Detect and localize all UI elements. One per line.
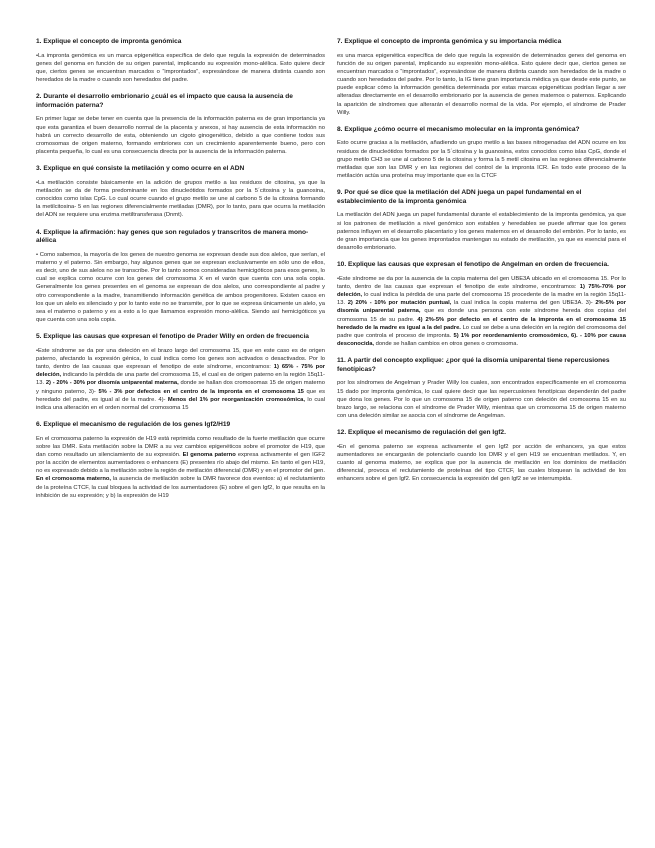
text-run: •La metilación consiste básicamente en la adición de grupos metilo a las residuos de citosina, ya que la metilación se da de forma predominante en los dinucleótidos formados por la 5´citosina y la guanosina, conocidos como islas CpG. Lo cual ocurre cuando el grupo metilo se une al carbono 5 de la citosina formando la metilcitosina- 5 en las regiones diferencialmente metiladas (DMR), por lo tanto, para que ocurra la metilación del ADN se requiere una enzima metiltransferasa (Dnmt). bbox=[36, 179, 325, 219]
question-section bbox=[337, 126, 626, 180]
question-heading: 2. Durante el desarrollo embrionario ¿cuál es el impacto que causa la ausencia de información paterna? bbox=[36, 93, 293, 109]
answer-paragraph bbox=[36, 179, 325, 220]
text-run: por los síndromes de Angelman y Prader Willy los cuales, son encontrados específicamente en el cromosoma 15 dado por impronta genómica, lo cual quiere decir que las repercusiones fenotípicas dependerán del padre que dona los genes. Por lo que un cromosoma 15 de origen paterno con deleción del cromosoma 15 en su brazo largo, se relaciona con el síndrome de Prader Willy, mientras que un cromosoma 15 de origen materno con una deleción similar se asocia con el síndrome de Angelman. bbox=[337, 380, 626, 419]
text-run: La metilación del ADN juega un papel fundamental durante el establecimiento de la impronta genómica, ya que si los patrones de metilación a nivel genómico son estables y heredables se puede afirmar que los genes paternos influyen en el desarrollo placentario y los genes maternos en el desarrollo del embrión. Por lo tanto, es de gran importancia que los genes improntados mantengan su estado de metilación, ya que es esencial para el desarrollo embrionario. bbox=[337, 212, 626, 252]
text-run: la ausencia de metilación sobre la DMR favorece dos eventos: a) el reclutamiento de la proteína CTCF, la cual bloquea la actividad de los aumentadores (E) sobre el gen Igf2, lo que resulta en la inhibición de su expresión; y b) la expresión de H19 bbox=[36, 476, 325, 499]
text-run: donde se hallan cambios en otros genes o cromosoma. bbox=[374, 341, 519, 348]
text-run: donde se hallan dos cromosomas 15 de origen materno y ninguno paterno, 3)- bbox=[36, 380, 325, 395]
question-heading: 1. Explique el concepto de impronta genómica bbox=[36, 38, 182, 45]
question-heading: 12. Explique el mecanismo de regulación del gen Igf2. bbox=[337, 429, 506, 437]
bold-run: 2) - 20% - 30% por disomía uniparental materna, bbox=[45, 380, 179, 387]
text-run: • Como sabemos, la mayoría de los genes de nuestro genoma se expresan desde sus dos alelos, que serían, el materno y el paterno. Sin embargo, hay algunos genes que se expresan exclusivamente en sólo uno de ellos, es decir, uno de sus alelos no se transcribe. Por lo tanto somos consideradas hemicigóticos para esos genes, lo cual se explica como ocurre con los genes del cromosoma X en el varón que cuenta con una sola copia. Generalmente los genes presentes en el genoma se expresan de dos alelos, uno correspondiente al padre y otro correspondiente a la madre, transmitiendo información genética de ambos progenitores. Existen casos en los que un alelo es silenciado y por lo tanto este no se transmite, por lo que se expresa únicamente un alelo, ya sea el materno o paterno y es a esto a lo que llamamos expresión mono-alélica. Siendo así hemicigóticos ya que cuenta con una sola copia. bbox=[36, 251, 325, 323]
text-run: Esto ocurre gracias a la metilación, añadiendo un grupo metilo a las bases nitrogenadas del ADN ocurre en los residuos de dinucleótidos formados por la 5´citosina y la guanosina, estos conocidos como islas CpG, donde el grupo metilo CH3 se une al carbono 5 de la citosina y forma la 5 metil citosina en las regiones diferencialmente metiladas que son las DMR y en las regiones del control de la impronta ICR. En todo este proceso de la metilación actúa una proteína muy importante que es la CTCF bbox=[337, 140, 626, 180]
question-heading: 3. Explique en qué consiste la metilación y como ocurre en el ADN bbox=[36, 165, 245, 173]
question-heading: 5. Explique las causas que expresan el fenotipo de Prader Willy en orden de frecuencia bbox=[36, 333, 309, 341]
right-column bbox=[337, 38, 626, 509]
bold-run: 1) 75%-70% por deleción, bbox=[337, 283, 626, 299]
answer-paragraph bbox=[337, 275, 626, 348]
text-run: que es donde una persona con este síndrome hereda dos copias del cromosoma 15 de su padre. bbox=[337, 308, 627, 323]
question-section bbox=[337, 189, 626, 252]
question-section bbox=[337, 261, 626, 348]
question-heading: 4. Explique la afirmación: hay genes que son regulados y transcritos de manera mono-alélica bbox=[36, 228, 309, 245]
answer-paragraph bbox=[36, 435, 325, 500]
question-heading: 8. Explique ¿cómo ocurre el mecanismo molecular en la impronta genómica? bbox=[337, 125, 580, 133]
question-section bbox=[36, 93, 325, 156]
bold-run: 2) 20% - 10% por mutación puntual, bbox=[347, 300, 452, 307]
bold-run: En el cromosoma materno, bbox=[36, 476, 112, 483]
answer-paragraph bbox=[36, 347, 325, 412]
text-run: lo cual indica una alteración en el orden normal del cromosoma 15 bbox=[36, 396, 325, 411]
question-section bbox=[36, 38, 325, 84]
text-run: •La impronta genómica es un marca epigenética específica de delo que regula la expresión de determinados genes del genoma en función de su origen parental, implicando su expresión mono-alélica. Esto quiere decir que, ciertos genes se encuentran marcados o “improntados”, expresándose de manera distinta cuando son heredados de la madre o cuando son heredados del padre. bbox=[36, 52, 325, 84]
text-run: es una marca epigenética específica de delo que regula la expresión de determinados genes del genoma en función de su origen parental, implicando su expresión mono-alélica. Esto quiere decir que, ciertos genes se encuentran marcados o “improntados”, expresándose de manera distinta cuando son heredados de la madre o cuando son heredados del padre. Por lo tanto, la IG tiene gran importancia médica ya que desde este punto, se puede explicar cómo la información genética determinada por estas marcas epigenéticas podrían llegar a ser alteradas directamente en el desarrollo embrionario por la ausencia de genes maternos o paternos. Explicando la aparición de síndromes que alterarán el desarrollo normal de la vida. Por ejemplo, el síndrome de Prader Willy. bbox=[337, 52, 626, 116]
question-heading: 6. Explique el mecanismo de regulación de los genes Igf2/H19 bbox=[36, 421, 231, 428]
text-run: •Este síndrome se da por la ausencia de la copia materna del gen UBE3A ubicado en el cromosoma 15. Por lo tanto, dentro de las causas que expresan el fenotipo de este síndrome, encontramos: bbox=[337, 275, 626, 290]
left-column bbox=[36, 38, 325, 509]
question-section bbox=[36, 421, 325, 500]
question-section bbox=[337, 357, 626, 420]
document-page bbox=[36, 38, 626, 509]
answer-paragraph bbox=[337, 443, 626, 484]
bold-run: Menos del 1% por reorganización cromosómica, bbox=[167, 396, 305, 403]
bold-run: 1) 65% - 75% por deleción, bbox=[36, 364, 325, 379]
bold-run: 5% - 3% por defectos en el centro de la impronta en el cromosoma 15 bbox=[98, 388, 304, 395]
bold-run: 5) 1% por reordenamiento cromosómico, 6). - 10% por causa desconocida, bbox=[337, 332, 626, 348]
answer-paragraph bbox=[337, 379, 626, 420]
question-heading: 10. Explique las causas que expresan el fenotipo de Angelman en orden de frecuencia. bbox=[337, 261, 610, 269]
text-run: •En el genoma paterno se expresa activamente el gen Igf2 por acción de enhancers, ya que estos aumentadores se encargarán de potenciarlo cuando los DMR y el gen H19 se encuentran metilados. Y, en cuanto al genoma materno, se explica que por la ausencia de metilación en los dominios de metilación diferencial, provoca el reclutamiento de proteínas del tipo CTCF, las cuales bloquean la actividad de los enhancers sobre el gen Igf2. En consecuencia la expresión del gen Igf2 se ve interrumpida. bbox=[337, 443, 626, 483]
text-run: la cual indica la copia materna del gen UBE3A. 3)- bbox=[451, 300, 596, 307]
answer-paragraph bbox=[36, 115, 325, 156]
answer-paragraph bbox=[337, 139, 626, 180]
question-section bbox=[36, 165, 325, 219]
text-run: En primer lugar se debe tener en cuenta que la presencia de la información paterna es de gran importancia ya que esta garantiza el buen desarrollo normal de la placenta y anexos, si hay ausencia de esta información no habrá un correcto desarrollo de esta, obteniendo un cigoto ginogenético, debido a que contiene todos sus cromosomas de origen materno, formando embriones con un crecimiento aparentemente bueno, pero con placenta pequeña, lo cual es una consecuencia directa por la ausencia de la información paterna. bbox=[36, 116, 325, 156]
text-run: expresa activamente el gen IGF2 por la acción de elementos aumentadores o enhancers (E) presentes río abajo del mismo. En tanto el gen H19, no es expresado debido a la metilación sobre la región de metilación diferencial (DMR) y en el promotor del gen. bbox=[36, 451, 326, 475]
text-run: que es heredado del padre, es igual al de la madre. 4)- bbox=[36, 388, 325, 403]
text-run: •Este síndrome se da por una deleción en el brazo largo del cromosoma 15, que en este caso es de origen paterno, afectando la expresión génica, lo cual indica como los genes son activados o desactivados. Por lo tanto, dentro de las causas que expresan el fenotipo de este síndrome, encontramos: bbox=[36, 347, 325, 371]
question-section bbox=[36, 333, 325, 412]
answer-paragraph bbox=[36, 251, 325, 324]
text-run: Lo cual se debe a una deleción en la región del cromosoma del padre que controla el proceso de impronta. bbox=[337, 324, 626, 339]
answer-paragraph bbox=[337, 211, 626, 252]
bold-run: 4) 2%-5% por defecto en el centro de la impronta en el cromosoma 15 heredado de la madre es igual a la del padre. bbox=[337, 316, 626, 331]
question-heading: 9. Por qué se dice que la metilación del ADN juega un papel fundamental en el establecimiento de la impronta genómica bbox=[337, 189, 582, 205]
bold-run: 2%-5% por disomía uniparental paterna, bbox=[337, 300, 626, 315]
text-run: lo cual indica la pérdida de una parte del cromosoma 15 procedente de la madre en la región 15q11-13. bbox=[337, 292, 626, 307]
answer-paragraph bbox=[337, 52, 626, 117]
answer-paragraph bbox=[36, 52, 325, 85]
question-heading: 7. Explique el concepto de impronta genómica y su importancia médica bbox=[337, 38, 562, 45]
question-heading: 11. A partir del concepto explique: ¿por qué la disomía uniparental tiene repercusiones fenotípicas? bbox=[337, 357, 610, 373]
question-section bbox=[36, 229, 325, 325]
bold-run: El genoma paterno bbox=[182, 451, 236, 458]
text-run: En el cromosoma paterno la expresión de H19 está reprimida como resultado de la fuerte metilación que ocurre sobre las DMR. Esta metilación sobre la DMR a su vez cambios epigenéticos sobre el promotor de H19, que dan como resultado un silenciamiento de su expresión. bbox=[36, 435, 325, 458]
question-section bbox=[337, 429, 626, 483]
text-run: indicando la pérdida de una parte del cromosoma 15, el cual es de origen paterno en la región 15q11-13. bbox=[36, 372, 325, 387]
question-section bbox=[337, 38, 626, 117]
